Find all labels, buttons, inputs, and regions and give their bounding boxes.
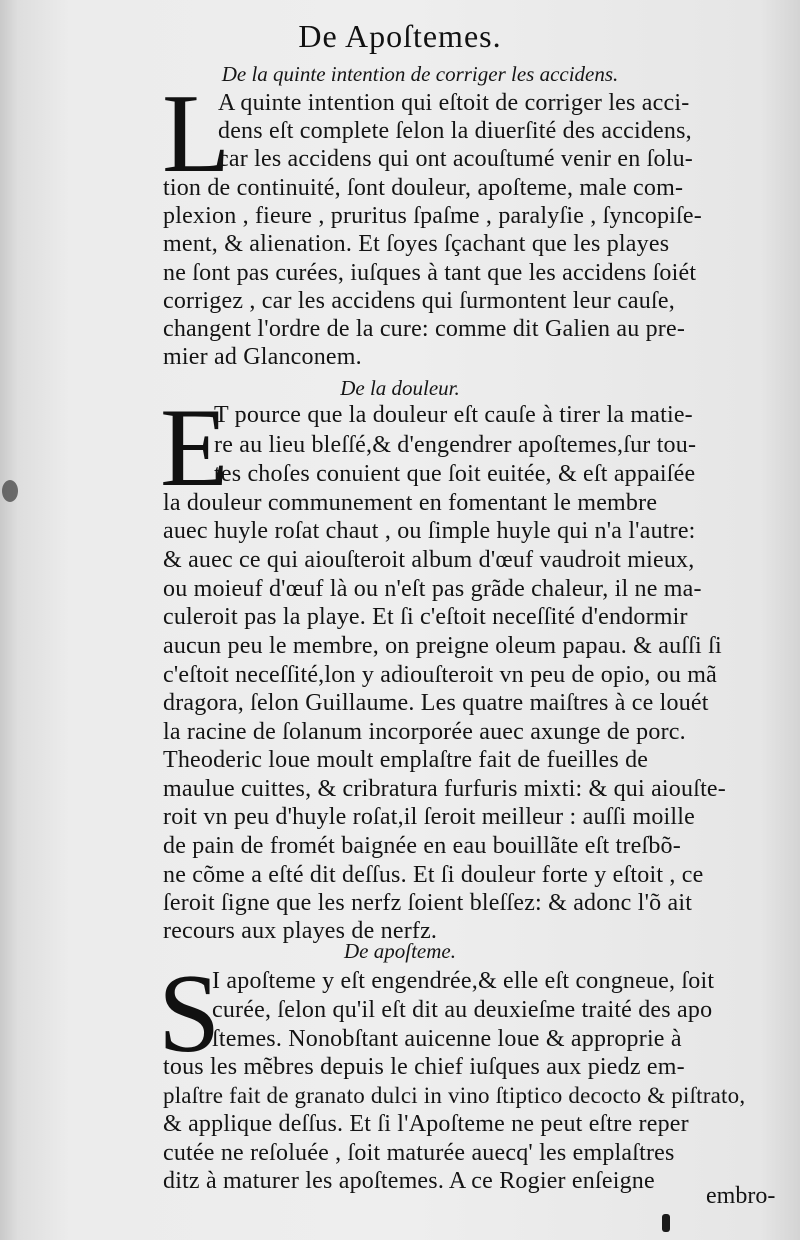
text-line: plexion , fieure , pruritus ſpaſme , paralyſie , ſyncopiſe- [163, 203, 702, 229]
text-line: aucun peu le membre, on preigne oleum papau. & auſſi ſi [163, 633, 722, 659]
text-line: tes choſes conuient que ſoit euitée, & eſt appaiſée [214, 461, 696, 487]
text-line: roit vn peu d'huyle roſat,il ſeroit meilleur : auſſi moille [163, 804, 696, 830]
text-line: A quinte intention qui eſtoit de corriger les acci- [218, 90, 690, 116]
running-head: De Apoſtemes. [298, 18, 502, 54]
text-line: ne ſont pas curées, iuſques à tant que les accidens ſoiét [163, 260, 697, 286]
text-line: dens eſt complete ſelon la diuerſité des accidens, [218, 118, 692, 144]
text-line: ſeroit ſigne que les nerfz ſoient bleſſez: & adonc l'õ ait [163, 890, 693, 916]
text-line: I apoſteme y eſt engendrée,& elle eſt congneue, ſoit [212, 968, 715, 994]
text-line: la douleur communement en fomentant le membre [163, 490, 658, 516]
text-line: ditz à maturer les apoſtemes. A ce Rogier enſeigne [163, 1168, 655, 1194]
drop-cap-s: S [158, 952, 221, 1076]
drop-cap-e: E [160, 386, 229, 510]
text-line: ſtemes. Nonobſtant auicenne loue & approprie à [212, 1026, 682, 1052]
text-line: changent l'ordre de la cure: comme dit Galien au pre- [163, 316, 686, 342]
text-line: re au lieu bleſſé,& d'engendrer apoſtemes,ſur tou- [214, 432, 697, 458]
text-line: & auec ce qui aiouſteroit album d'œuf vaudroit mieux, [163, 547, 695, 573]
catchword: embro- [706, 1183, 776, 1209]
text-line: T pource que la douleur eſt cauſe à tirer la matie- [214, 402, 693, 428]
text-line: ne cõme a eſté dit deſſus. Et ſi douleur forte y eſtoit , ce [163, 862, 704, 888]
text-line: tion de continuité, ſont douleur, apoſteme, male com- [163, 175, 684, 201]
text-line: plaſtre fait de granato dulci in vino ſtiptico decocto & piſtrato, [163, 1083, 746, 1108]
ink-blot [2, 480, 18, 502]
text-line: de pain de fromét baignée en eau bouillãte eſt treſbõ- [163, 833, 681, 859]
section-heading-apostème: De apoſteme. [344, 939, 456, 963]
drop-cap-l: L [162, 72, 231, 196]
text-line: culeroit pas la playe. Et ſi c'eſtoit neceſſité d'endormir [163, 604, 688, 630]
text-line: cutée ne reſoluée , ſoit maturée auecq' les emplaſtres [163, 1140, 675, 1166]
text-line: & applique deſſus. Et ſi l'Apoſteme ne peut eſtre reper [163, 1111, 689, 1137]
text-line: la racine de ſolanum incorporée auec axunge de porc. [163, 719, 686, 745]
section-heading-douleur: De la douleur. [340, 376, 460, 400]
text-line: ment, & alienation. Et ſoyes ſçachant que les playes [163, 231, 670, 257]
text-line: maulue cuittes, & cribratura furfuris mixti: & qui aiouſte- [163, 776, 726, 802]
text-line: dragora, ſelon Guillaume. Les quatre maiſtres à ce louét [163, 690, 709, 716]
section-heading-quinte-intention: De la quinte intention de corriger les accidens. [221, 62, 619, 86]
text-line: car les accidens qui ont acouſtumé venir en ſolu- [218, 146, 693, 172]
text-line: Theoderic loue moult emplaſtre fait de fueilles de [163, 747, 649, 773]
text-line: curée, ſelon qu'il eſt dit au deuxieſme traité des apo [212, 997, 713, 1023]
ink-mark [662, 1214, 670, 1232]
text-line: recours aux playes de nerfz. [163, 918, 438, 944]
text-line: c'eſtoit neceſſité,lon y adiouſteroit vn peu de opio, ou mã [163, 662, 717, 688]
text-line: ou moieuf d'œuf là ou n'eſt pas grãde chaleur, il ne ma- [163, 576, 702, 602]
text-line: auec huyle roſat chaut , ou ſimple huyle qui n'a l'autre: [163, 518, 696, 544]
text-line: mier ad Glanconem. [163, 344, 362, 370]
text-line: tous les mẽbres depuis le chief iuſques aux piedz em- [163, 1054, 685, 1080]
text-line: corrigez , car les accidens qui ſurmontent leur cauſe, [163, 288, 675, 314]
